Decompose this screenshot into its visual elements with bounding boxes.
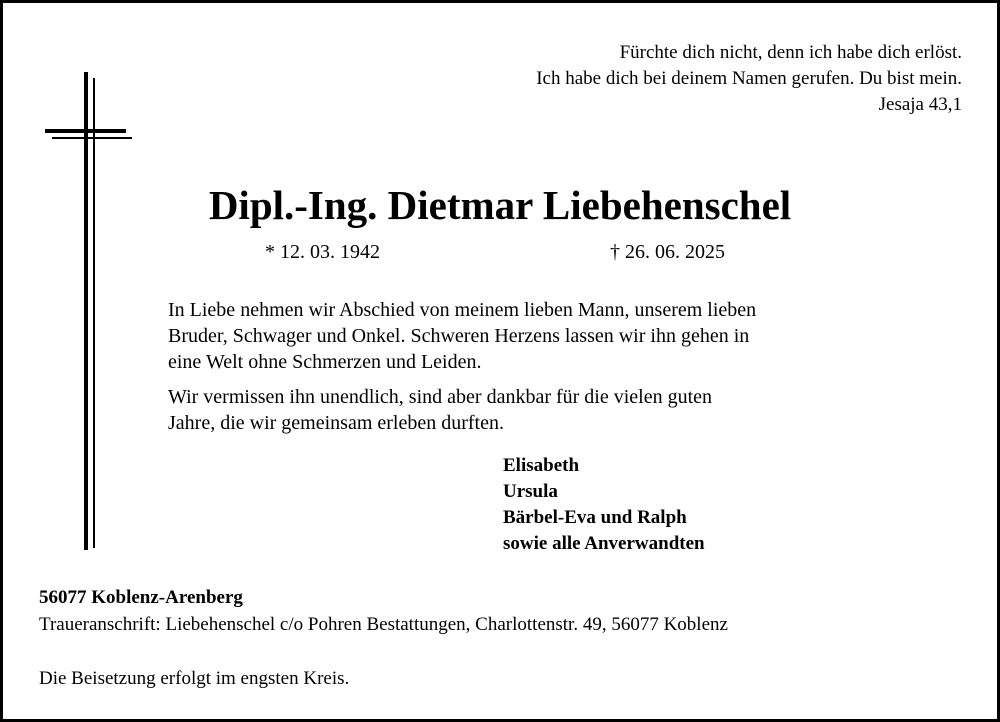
mourner-name: sowie alle Anverwandten — [503, 533, 705, 554]
message-line: eine Welt ohne Schmerzen und Leiden. — [168, 351, 482, 373]
place-line: 56077 Koblenz-Arenberg — [39, 587, 243, 608]
mourner-name: Ursula — [503, 481, 558, 502]
cross-vertical-bar — [84, 72, 88, 550]
message-line: Wir vermissen ihn unendlich, sind aber dankbar für die vielen guten — [168, 386, 713, 408]
farewell-message — [168, 297, 858, 436]
birth-date: * 12. 03. 1942 — [265, 241, 380, 263]
mourning-address: Traueranschrift: Liebehenschel c/o Pohren Bestattungen, Charlottenstr. 49, 56077 Koblenz — [39, 614, 728, 635]
message-line: Bruder, Schwager und Onkel. Schweren Herzens lassen wir ihn gehen in — [168, 325, 750, 347]
message-paragraph-2 — [168, 384, 858, 436]
cross-vertical-line — [93, 78, 95, 548]
bible-verse — [536, 40, 962, 118]
deceased-name: Dipl.-Ing. Dietmar Liebehenschel — [208, 182, 792, 228]
verse-reference: Jesaja 43,1 — [878, 94, 962, 115]
message-paragraph-1 — [168, 297, 858, 375]
cross-horizontal-line — [52, 137, 132, 139]
cross-horizontal-bar — [45, 129, 126, 133]
mourner-name: Elisabeth — [503, 455, 580, 476]
verse-line-1: Fürchte dich nicht, denn ich habe dich erlöst. — [619, 42, 962, 63]
message-line: In Liebe nehmen wir Abschied von meinem lieben Mann, unserem lieben — [168, 299, 757, 321]
mourner-name: Bärbel-Eva und Ralph — [503, 507, 687, 528]
verse-line-2: Ich habe dich bei deinem Namen gerufen. Du bist mein. — [536, 68, 962, 89]
mourners-list — [503, 453, 705, 557]
message-line: Jahre, die wir gemeinsam erleben durften. — [168, 412, 504, 434]
burial-note: Die Beisetzung erfolgt im engsten Kreis. — [39, 668, 350, 689]
death-date: † 26. 06. 2025 — [610, 241, 725, 263]
